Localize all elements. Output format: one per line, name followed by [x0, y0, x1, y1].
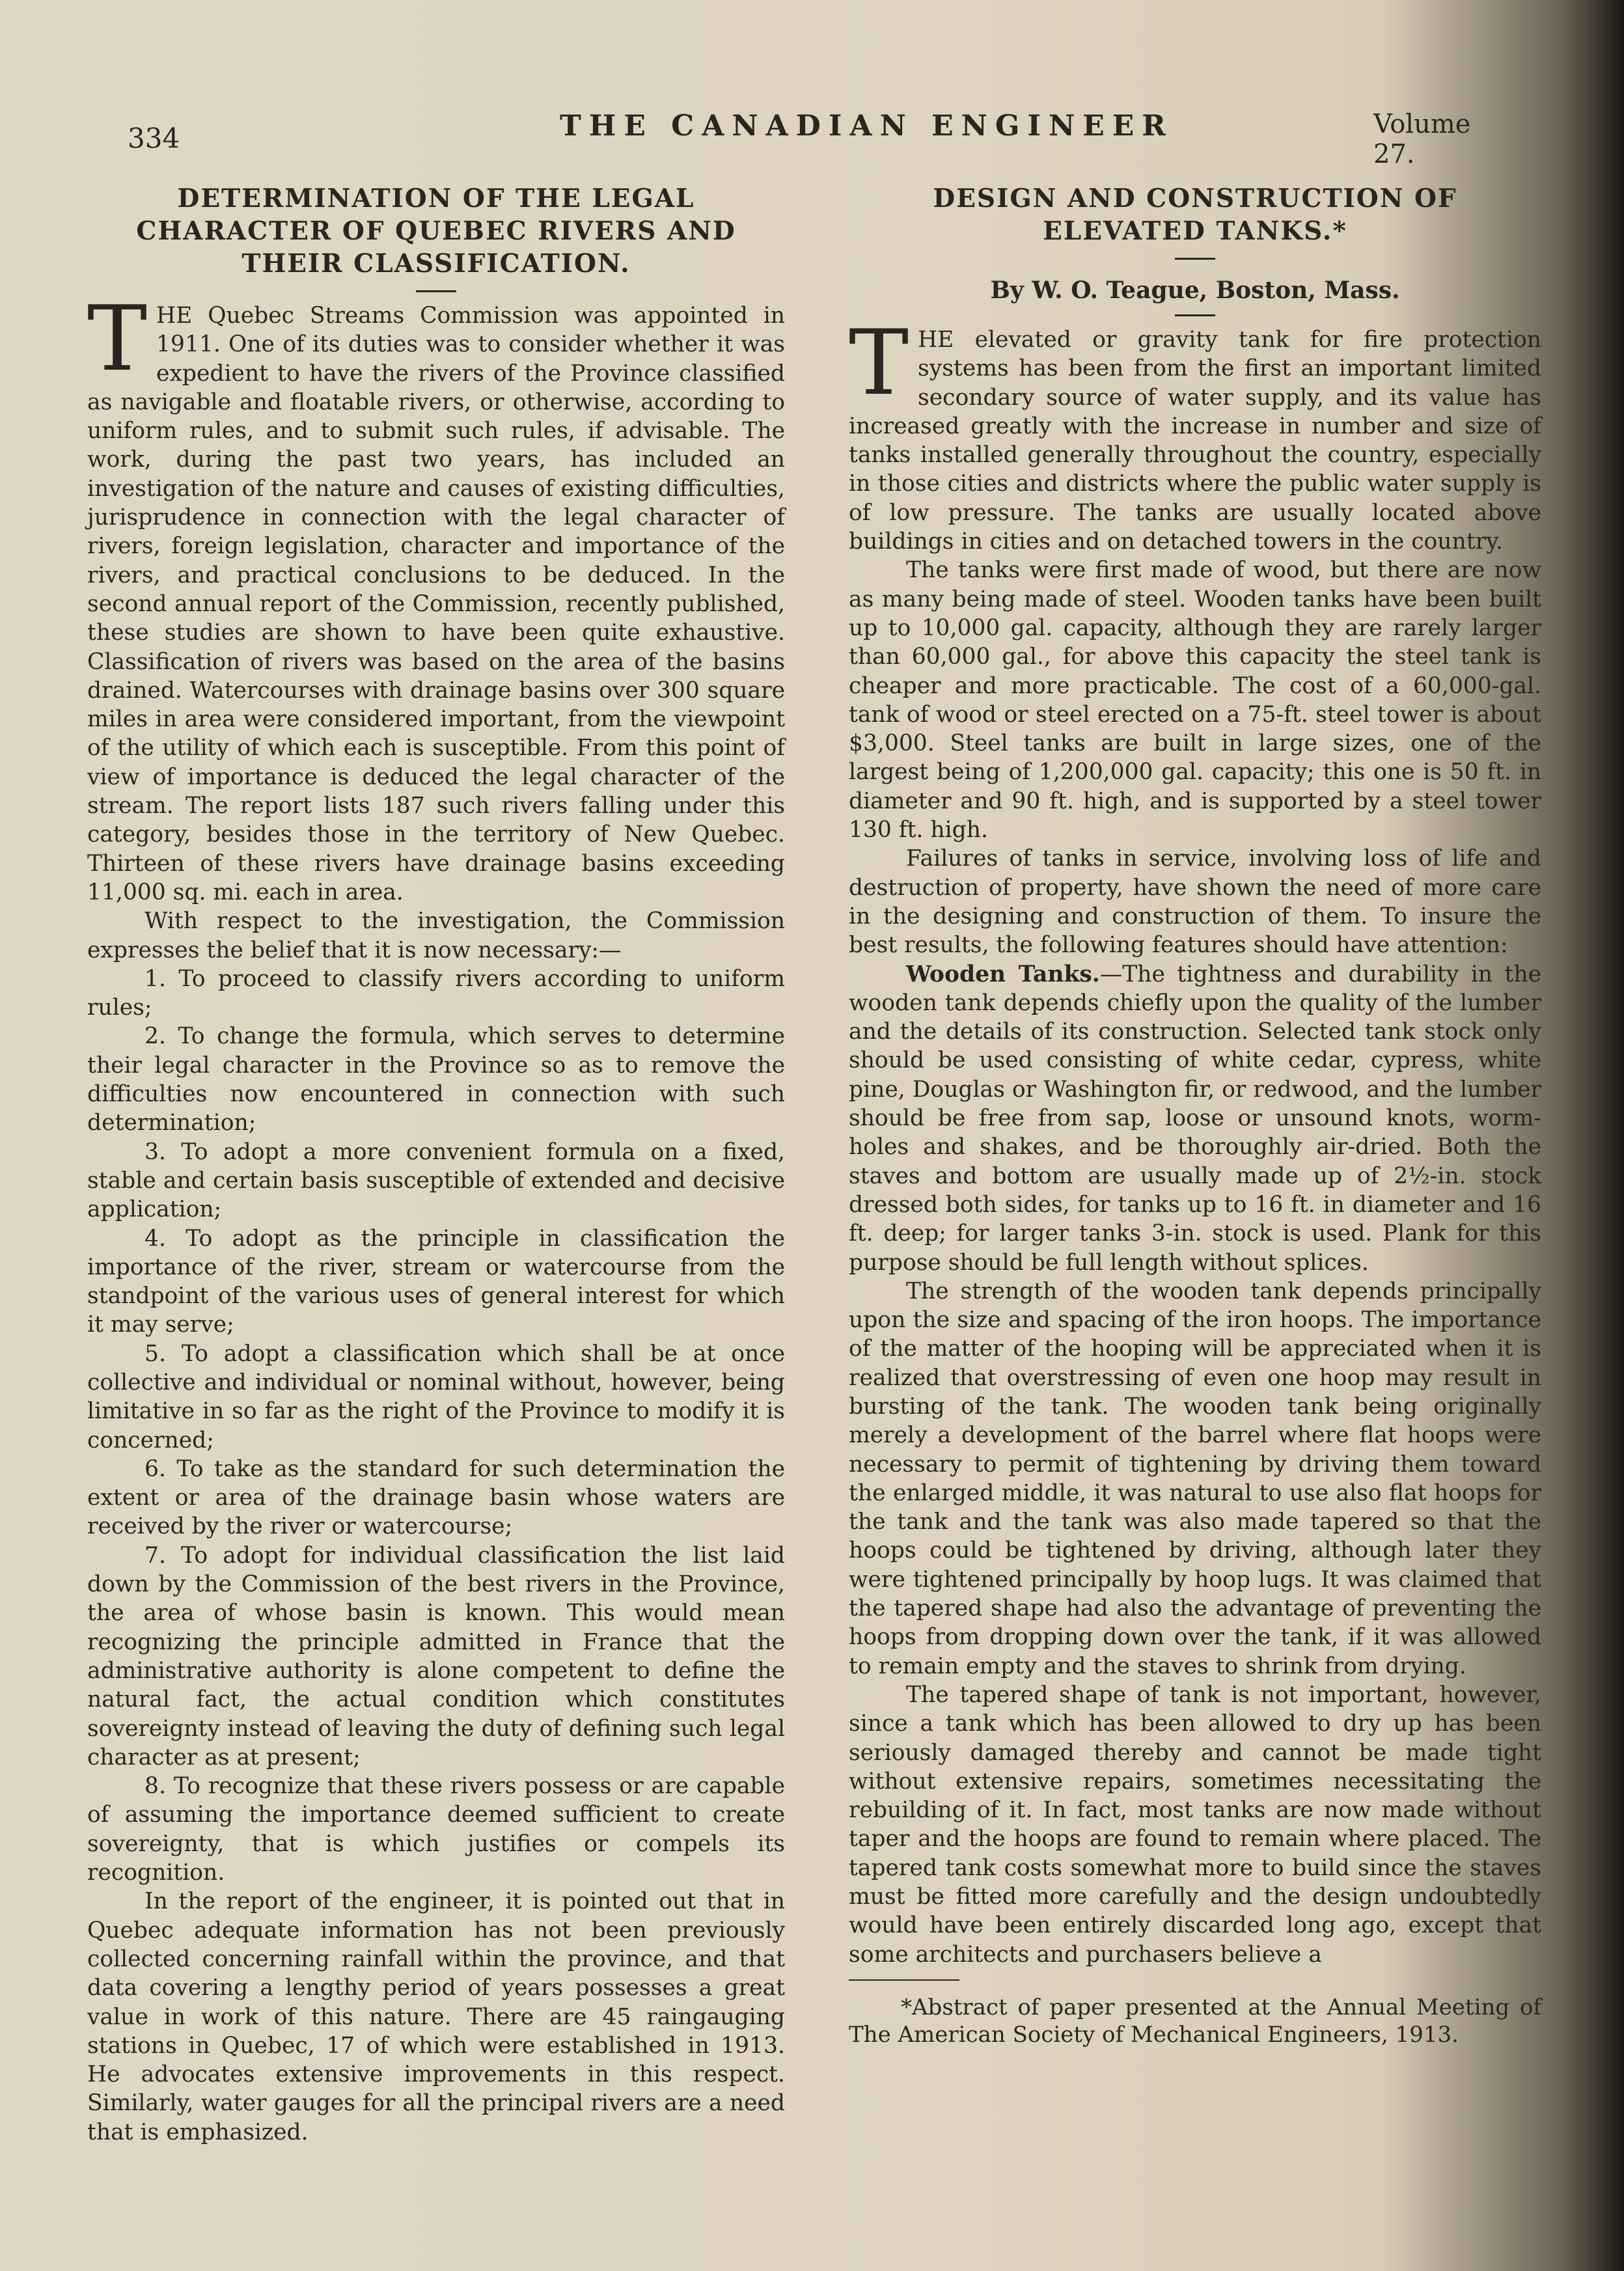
list-item: 6. To take as the standard for such determination the extent or area of the drainage basin whose waters are received by the river or watercourse; — [87, 1455, 785, 1540]
footnote: *Abstract of paper presented at the Annual Meeting of The American Society of Mechanical Engineers, 1913. — [849, 1994, 1541, 2048]
volume-label: Volume 27. — [1373, 109, 1471, 169]
paragraph: In the report of the engineer, it is pointed out that in Quebec adequate information has not been previously collected concerning rainfall within the province, and that data covering a lengthy period of years possesses a great value in work of this nature. There are 45 raingauging stations in Quebec, 17 of which were established in 1913. He advocates extensive improvements in this respect. Similarly, water gauges for all the principal rivers are a need that is emphasized. — [87, 1888, 785, 2145]
left-article-title: DETERMINATION OF THE LEGAL CHARACTER OF QUEBEC RIVERS AND THEIR CLASSIFICATION. — [136, 184, 736, 279]
paragraph: The tanks were first made of wood, but there are now as many being made of steel. Wooden tanks have been built up to 10,000 gal. capacity, although they are rarely larger than 60,000 gal., for above this capacity the steel tank is cheaper and more practicable. The cost of a 60,000-gal. tank of wood or steel erected on a 75-ft. steel tower is about $3,000. Steel tanks are built in large sizes, one of the largest being of 1,200,000 gal. capacity; this one is 50 ft. in diameter and 90 ft. high, and is supported by a steel tower 130 ft. high. — [849, 557, 1541, 844]
list-item: 2. To change the formula, which serves to determine their legal character in the Province so as to remove the difficulties now encountered in connection with such determination; — [87, 1023, 785, 1136]
paragraph: Failures of tanks in service, involving loss of life and destruction of property, have shown the need of more care in the designing and construction of them. To insure the best results, the following features should have attention: — [849, 846, 1541, 959]
list-item: 5. To adopt a classification which shall be at once collective and individual or nominal without, however, being limitative in so far as the right of the Province to modify it is concerned; — [87, 1340, 785, 1453]
list-item: 3. To adopt a more convenient formula on a fixed, stable and certain basis susceptible of extended and decisive application; — [87, 1138, 785, 1223]
left-article-body — [87, 286, 785, 2147]
paragraph: Wooden Tanks.—The tightness and durability in the wooden tank depends chiefly upon the quality of the lumber and the details of its construction. Selected tank stock only should be used consisting of white cedar, cypress, white pine, Douglas or Washington fir, or redwood, and the lumber should be free from sap, loose or unsound knots, worm-holes and shakes, and be thoroughly air-dried. Both the staves and bottom are usually made up of 2½-in. stock dressed both sides, for tanks up to 16 ft. in diameter and 16 ft. deep; for larger tanks 3-in. stock is used. Plank for this purpose should be full length without splices. — [849, 961, 1541, 1276]
footnote-rule — [849, 1979, 959, 1981]
section-heading: Wooden Tanks. — [906, 961, 1100, 987]
running-header — [91, 98, 1520, 169]
list-item: 7. To adopt for individual classification the list laid down by the Commission of the best rivers in the Province, the area of whose basin is known. This would mean recognizing the principle admitted in France that the administrative authority is alone competent to define the natural fact, the actual condition which constitutes sovereignty instead of leaving the duty of defining such legal character as at present; — [87, 1542, 785, 1770]
list-item: 1. To proceed to classify rivers according to uniform rules; — [87, 965, 785, 1021]
drop-cap: T — [849, 310, 909, 415]
right-article-title: DESIGN AND CONSTRUCTION OF ELEVATED TANKS.* — [933, 184, 1457, 246]
left-article — [87, 182, 785, 2147]
byline: By W. O. Teague, Boston, Mass. — [990, 277, 1400, 304]
title-rule — [1175, 258, 1215, 260]
right-article-body — [849, 310, 1541, 1969]
list-item: 8. To recognize that these rivers possess or are capable of assuming the importance deemed sufficient to create sovereignty, that is which justifies or compels its recognition. — [87, 1773, 785, 1886]
title-rule — [416, 290, 456, 292]
paragraph: The strength of the wooden tank depends principally upon the size and spacing of the iron hoops. The importance of the matter of the hooping will be appreciated when it is realized that overstressing of even one hoop may result in bursting of the tank. The wooden tank being originally merely a development of the barrel where flat hoops were necessary to permit of tightening by driving them toward the enlarged middle, it was natural to use also flat hoops for the tank and the tank was also made tapered so that the hoops could be tightened by driving, although later they were tightened principally by hoop lugs. It was claimed that the tapered shape had also the advantage of preventing the hoops from dropping down over the tank, if it was allowed to remain empty and the staves to shrink from drying. — [849, 1278, 1541, 1679]
right-first-paragraph: THE elevated or gravity tank for fire protection systems has been from the first an important limited secondary source of water supply, and its value has increased greatly with the increase in number and size of tanks installed generally throughout the country, especially in those cities and districts where the public water supply is of low pressure. The tanks are usually located above buildings in cities and on detached towers in the country. — [849, 310, 1541, 555]
left-first-paragraph: THE Quebec Streams Commission was appointed in 1911. One of its duties was to consider whether it was expedient to have the rivers of the Province classified as navigable and floatable rivers, or otherwise, according to uniform rules, and to submit such rules, if advisable. The work, during the past two years, has included an investigation of the nature and causes of existing difficulties, jurisprudence in connection with the legal character of rivers, foreign legislation, character and importance of the rivers, and practical conclusions to be deduced. In the second annual report of the Commission, recently published, these studies are shown to have been quite exhaustive. Classification of rivers was based on the area of the basins drained. Watercourses with drainage basins over 300 square miles in area were considered important, from the viewpoint of the utility of which each is susceptible. From this point of view of importance is deduced the legal character of the stream. The report lists 187 such rivers falling under this category, besides those in the territory of New Quebec. Thirteen of these rivers have drainage basins exceeding 11,000 sq. mi. each in area. — [87, 286, 785, 905]
right-article — [849, 182, 1541, 2048]
drop-cap: T — [87, 286, 148, 391]
journal-title: THE CANADIAN ENGINEER — [560, 109, 1174, 143]
paragraph: The tapered shape of tank is not important, however, since a tank which has been allowed to dry up has been seriously damaged thereby and cannot be made tight without extensive repairs, sometimes necessitating the rebuilding of it. In fact, most tanks are now made without taper and the hoops are found to remain where placed. The tapered tank costs somewhat more to build since the staves must be fitted more carefully and the design undoubtedly would have been entirely discarded long ago, except that some architects and purchasers believe a — [849, 1681, 1541, 1968]
list-item: 4. To adopt as the principle in classification the importance of the river, stream or watercourse from the standpoint of the various uses of general interest for which it may serve; — [87, 1225, 785, 1338]
byline-rule — [1175, 314, 1215, 316]
page-number: 334 — [128, 122, 180, 154]
paragraph: With respect to the investigation, the Commission expresses the belief that it is now necessary:— — [87, 908, 785, 963]
